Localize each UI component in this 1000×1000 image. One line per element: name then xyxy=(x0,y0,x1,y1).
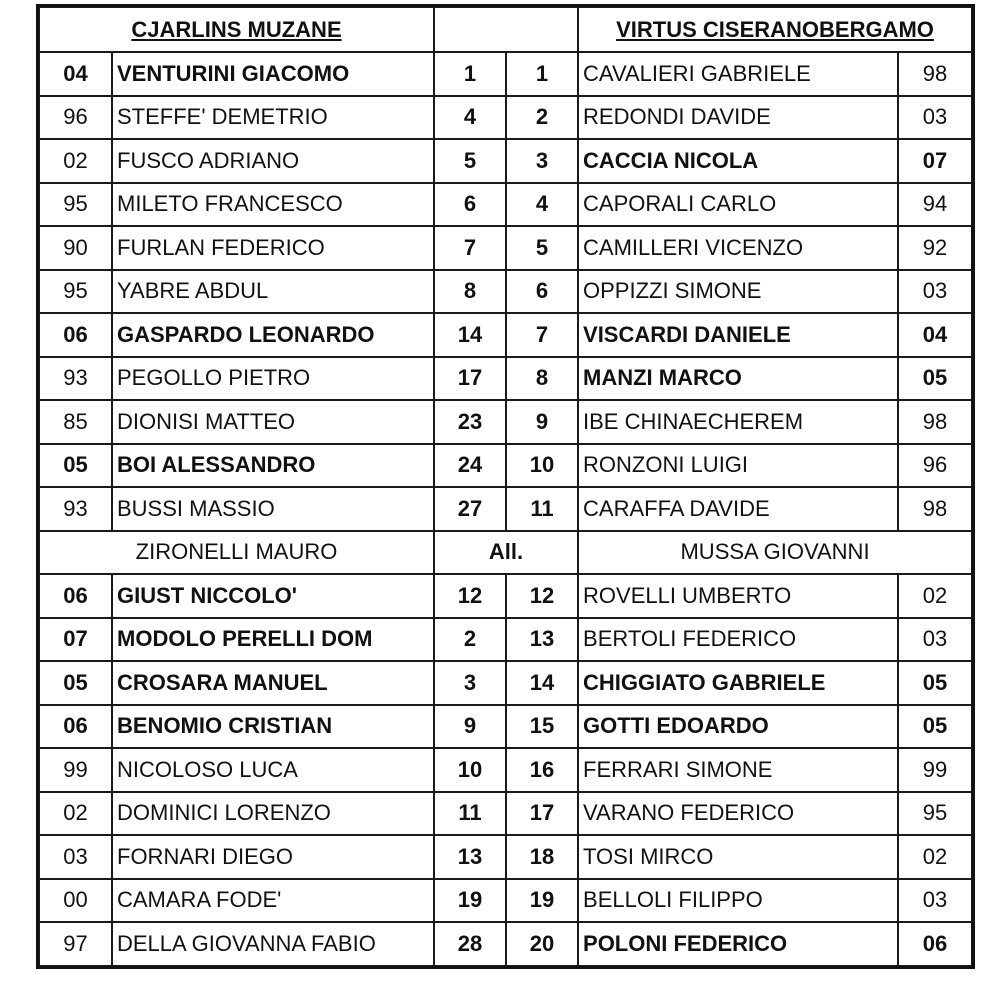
away-player-number: 14 xyxy=(506,661,578,705)
home-player-birth-year: 02 xyxy=(39,792,112,836)
home-player-number: 23 xyxy=(434,400,506,444)
home-player-name: DELLA GIOVANNA FABIO xyxy=(112,922,434,966)
home-player-number: 2 xyxy=(434,618,506,662)
away-coach-name: MUSSA GIOVANNI xyxy=(578,531,972,575)
away-player-name: IBE CHINAECHEREM xyxy=(578,400,898,444)
home-player-birth-year: 04 xyxy=(39,52,112,96)
home-player-name: VENTURINI GIACOMO xyxy=(112,52,434,96)
starter-row xyxy=(39,139,972,183)
away-player-name: REDONDI DAVIDE xyxy=(578,96,898,140)
away-player-birth-year: 98 xyxy=(898,487,972,531)
away-player-birth-year: 03 xyxy=(898,96,972,140)
starter-row xyxy=(39,313,972,357)
substitute-row xyxy=(39,661,972,705)
away-team-name: VIRTUS CISERANOBERGAMO xyxy=(578,7,972,52)
home-player-number: 19 xyxy=(434,879,506,923)
home-player-name: MODOLO PERELLI DOM xyxy=(112,618,434,662)
away-player-birth-year: 05 xyxy=(898,661,972,705)
away-player-name: TOSI MIRCO xyxy=(578,835,898,879)
away-player-birth-year: 98 xyxy=(898,52,972,96)
away-player-name: MANZI MARCO xyxy=(578,357,898,401)
home-player-number: 11 xyxy=(434,792,506,836)
away-player-name: VISCARDI DANIELE xyxy=(578,313,898,357)
away-player-name: CARAFFA DAVIDE xyxy=(578,487,898,531)
away-player-birth-year: 02 xyxy=(898,835,972,879)
home-player-name: GASPARDO LEONARDO xyxy=(112,313,434,357)
away-player-birth-year: 96 xyxy=(898,444,972,488)
starter-row xyxy=(39,444,972,488)
coach-label: All. xyxy=(434,531,578,575)
home-player-number: 10 xyxy=(434,748,506,792)
home-player-name: FORNARI DIEGO xyxy=(112,835,434,879)
away-player-number: 2 xyxy=(506,96,578,140)
away-player-birth-year: 03 xyxy=(898,270,972,314)
home-player-name: FURLAN FEDERICO xyxy=(112,226,434,270)
home-player-birth-year: 06 xyxy=(39,705,112,749)
home-player-birth-year: 00 xyxy=(39,879,112,923)
home-player-birth-year: 06 xyxy=(39,313,112,357)
away-player-number: 16 xyxy=(506,748,578,792)
home-player-name: STEFFE' DEMETRIO xyxy=(112,96,434,140)
substitute-row xyxy=(39,792,972,836)
away-player-birth-year: 95 xyxy=(898,792,972,836)
home-player-name: BOI ALESSANDRO xyxy=(112,444,434,488)
home-player-number: 12 xyxy=(434,574,506,618)
away-player-number: 6 xyxy=(506,270,578,314)
home-player-birth-year: 96 xyxy=(39,96,112,140)
lineup-sheet xyxy=(38,6,971,1000)
away-player-number: 5 xyxy=(506,226,578,270)
away-player-name: RONZONI LUIGI xyxy=(578,444,898,488)
away-player-name: ROVELLI UMBERTO xyxy=(578,574,898,618)
away-player-number: 7 xyxy=(506,313,578,357)
home-player-name: FUSCO ADRIANO xyxy=(112,139,434,183)
starter-row xyxy=(39,357,972,401)
away-player-birth-year: 06 xyxy=(898,922,972,966)
substitute-row xyxy=(39,922,972,966)
home-player-number: 27 xyxy=(434,487,506,531)
away-player-number: 17 xyxy=(506,792,578,836)
substitute-row xyxy=(39,879,972,923)
home-player-birth-year: 07 xyxy=(39,618,112,662)
home-player-name: PEGOLLO PIETRO xyxy=(112,357,434,401)
home-player-number: 13 xyxy=(434,835,506,879)
home-player-name: BUSSI MASSIO xyxy=(112,487,434,531)
home-player-name: CROSARA MANUEL xyxy=(112,661,434,705)
away-player-number: 1 xyxy=(506,52,578,96)
home-player-birth-year: 93 xyxy=(39,487,112,531)
away-player-number: 13 xyxy=(506,618,578,662)
away-player-number: 20 xyxy=(506,922,578,966)
away-player-birth-year: 92 xyxy=(898,226,972,270)
away-player-birth-year: 98 xyxy=(898,400,972,444)
home-player-birth-year: 85 xyxy=(39,400,112,444)
home-player-birth-year: 95 xyxy=(39,183,112,227)
home-player-name: DIONISI MATTEO xyxy=(112,400,434,444)
away-player-number: 12 xyxy=(506,574,578,618)
home-player-birth-year: 05 xyxy=(39,444,112,488)
starter-row xyxy=(39,270,972,314)
away-player-name: CAVALIERI GABRIELE xyxy=(578,52,898,96)
starter-row xyxy=(39,96,972,140)
home-coach-name: ZIRONELLI MAURO xyxy=(39,531,434,575)
header-spacer xyxy=(434,7,578,52)
home-player-number: 9 xyxy=(434,705,506,749)
home-player-number: 3 xyxy=(434,661,506,705)
away-player-name: CHIGGIATO GABRIELE xyxy=(578,661,898,705)
away-player-birth-year: 94 xyxy=(898,183,972,227)
starter-row xyxy=(39,52,972,96)
away-player-birth-year: 03 xyxy=(898,618,972,662)
home-player-number: 14 xyxy=(434,313,506,357)
starter-row xyxy=(39,487,972,531)
home-player-name: CAMARA FODE' xyxy=(112,879,434,923)
home-player-name: NICOLOSO LUCA xyxy=(112,748,434,792)
away-player-number: 9 xyxy=(506,400,578,444)
away-player-birth-year: 04 xyxy=(898,313,972,357)
coach-row xyxy=(39,531,972,575)
away-player-number: 10 xyxy=(506,444,578,488)
away-player-birth-year: 05 xyxy=(898,357,972,401)
home-player-number: 28 xyxy=(434,922,506,966)
home-player-birth-year: 06 xyxy=(39,574,112,618)
away-player-name: FERRARI SIMONE xyxy=(578,748,898,792)
home-player-name: BENOMIO CRISTIAN xyxy=(112,705,434,749)
away-player-name: CACCIA NICOLA xyxy=(578,139,898,183)
home-team-name: CJARLINS MUZANE xyxy=(39,7,434,52)
home-player-number: 1 xyxy=(434,52,506,96)
home-player-birth-year: 05 xyxy=(39,661,112,705)
away-player-name: CAPORALI CARLO xyxy=(578,183,898,227)
away-player-name: POLONI FEDERICO xyxy=(578,922,898,966)
team-header-row xyxy=(39,7,972,52)
away-player-birth-year: 02 xyxy=(898,574,972,618)
substitute-row xyxy=(39,835,972,879)
home-player-birth-year: 90 xyxy=(39,226,112,270)
away-player-name: BERTOLI FEDERICO xyxy=(578,618,898,662)
away-player-number: 18 xyxy=(506,835,578,879)
substitute-row xyxy=(39,748,972,792)
home-player-birth-year: 02 xyxy=(39,139,112,183)
home-player-birth-year: 03 xyxy=(39,835,112,879)
away-player-name: BELLOLI FILIPPO xyxy=(578,879,898,923)
substitute-row xyxy=(39,705,972,749)
home-player-number: 6 xyxy=(434,183,506,227)
home-player-birth-year: 93 xyxy=(39,357,112,401)
away-player-number: 11 xyxy=(506,487,578,531)
home-player-number: 4 xyxy=(434,96,506,140)
substitute-row xyxy=(39,574,972,618)
substitute-row xyxy=(39,618,972,662)
away-player-birth-year: 05 xyxy=(898,705,972,749)
starter-row xyxy=(39,183,972,227)
away-player-number: 15 xyxy=(506,705,578,749)
away-player-birth-year: 03 xyxy=(898,879,972,923)
starter-row xyxy=(39,226,972,270)
home-player-name: MILETO FRANCESCO xyxy=(112,183,434,227)
home-player-number: 17 xyxy=(434,357,506,401)
away-player-number: 4 xyxy=(506,183,578,227)
away-player-name: VARANO FEDERICO xyxy=(578,792,898,836)
home-player-number: 5 xyxy=(434,139,506,183)
away-player-birth-year: 99 xyxy=(898,748,972,792)
lineup-table xyxy=(38,6,973,967)
starter-row xyxy=(39,400,972,444)
home-player-name: GIUST NICCOLO' xyxy=(112,574,434,618)
away-player-name: GOTTI EDOARDO xyxy=(578,705,898,749)
away-player-number: 19 xyxy=(506,879,578,923)
home-player-number: 24 xyxy=(434,444,506,488)
away-player-name: CAMILLERI VICENZO xyxy=(578,226,898,270)
home-player-number: 8 xyxy=(434,270,506,314)
away-player-number: 8 xyxy=(506,357,578,401)
home-player-name: YABRE ABDUL xyxy=(112,270,434,314)
home-player-birth-year: 97 xyxy=(39,922,112,966)
away-player-birth-year: 07 xyxy=(898,139,972,183)
home-player-birth-year: 95 xyxy=(39,270,112,314)
home-player-number: 7 xyxy=(434,226,506,270)
home-player-name: DOMINICI LORENZO xyxy=(112,792,434,836)
home-player-birth-year: 99 xyxy=(39,748,112,792)
away-player-number: 3 xyxy=(506,139,578,183)
lineup-table-body xyxy=(39,7,972,966)
away-player-name: OPPIZZI SIMONE xyxy=(578,270,898,314)
